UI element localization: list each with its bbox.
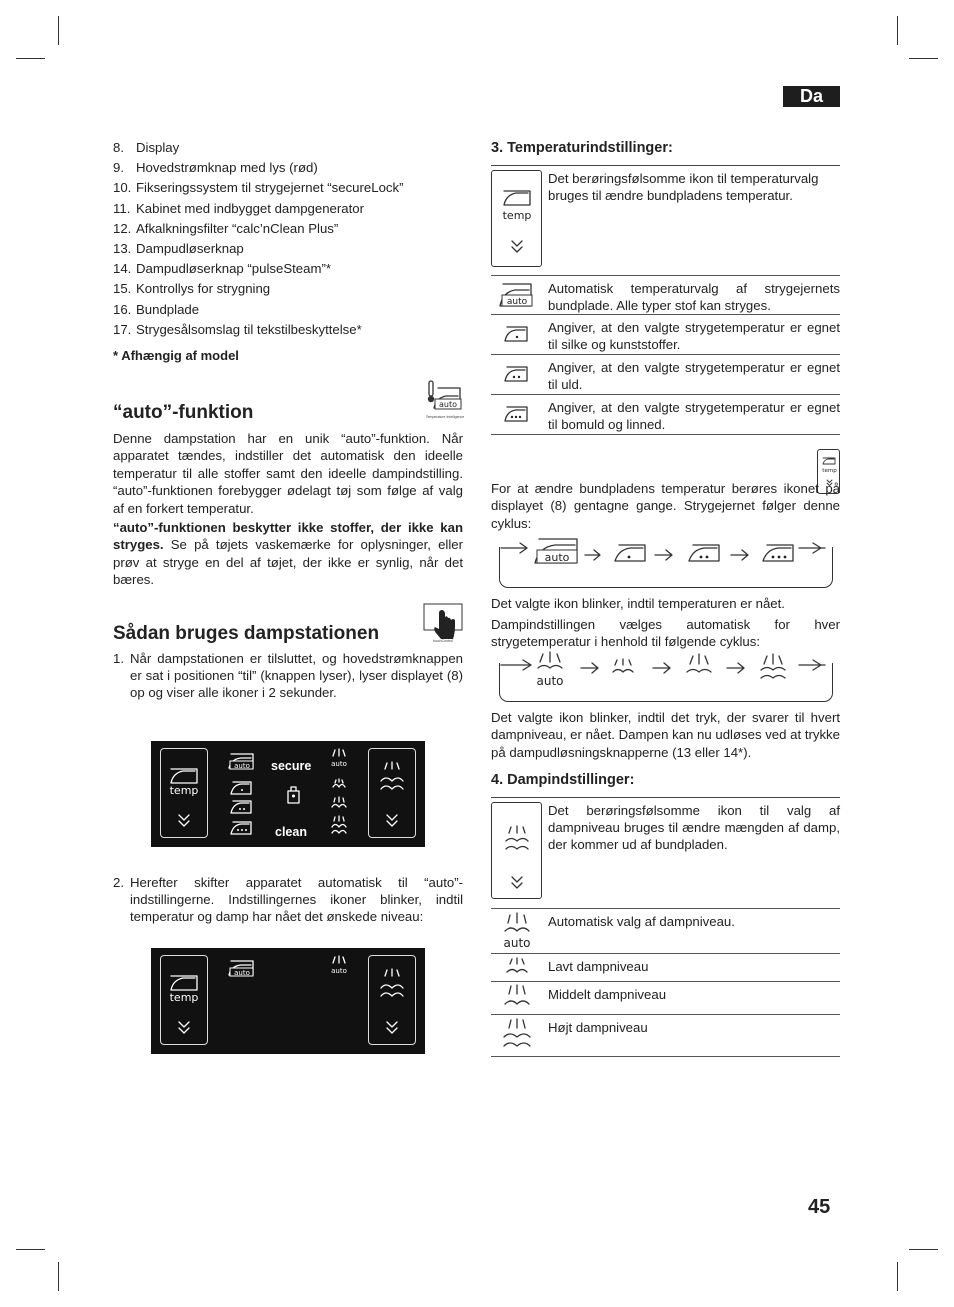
svg-text:temp: temp <box>169 784 199 797</box>
crop-mark <box>58 1262 59 1291</box>
crop-mark <box>897 1262 898 1291</box>
svg-text:auto: auto <box>234 969 250 977</box>
table-row: Højt dampniveau <box>491 1015 840 1057</box>
steam-mid-icon <box>491 982 543 1019</box>
steam-blink-note: Det valgte ikon blinker, indtil det tryk, der svarer til hvert dampniveau, er nået. Dampen kan nu udløses ved at trykke på dampudløsningsknapperne (13 eller 14*). <box>491 710 840 760</box>
list-item: 14. Dampudløserknap “pulseSteam”* <box>113 261 331 277</box>
lock-icon <box>284 783 304 807</box>
temp-blink-note: Det valgte ikon blinker, indtil temperaturen er nået. <box>491 596 785 611</box>
steam-touch-button[interactable] <box>368 748 416 838</box>
steam-cycle-intro: Dampindstillingen vælges automatisk for hver strygetemperatur i henhold til følgende cyklus: <box>491 617 840 650</box>
svg-text:auto: auto <box>331 967 347 975</box>
svg-text:temp: temp <box>502 209 532 222</box>
temperature-table <box>491 165 840 435</box>
steam-touch-button[interactable] <box>368 955 416 1045</box>
temperature-heading: 3. Temperaturindstillinger: <box>491 140 673 156</box>
steam-icon-column <box>327 747 351 843</box>
list-item: 12. Afkalkningsfilter “calc’nClean Plus” <box>113 220 339 236</box>
usage-section-heading: Sådan bruges dampstationen <box>113 623 380 644</box>
iron-2-dot-icon <box>491 355 543 399</box>
iron-3-dot-icon <box>491 395 543 439</box>
crop-mark <box>909 58 938 59</box>
crop-mark <box>58 16 59 45</box>
list-item: 16. Bundplade <box>113 301 200 317</box>
svg-text:auto: auto <box>438 400 458 409</box>
list-item: 11. Kabinet med indbygget dampgenerator <box>113 200 365 216</box>
list-item: 17. Strygesålsomslag til tekstilbeskyttelse* <box>113 321 362 337</box>
temp-touch-button[interactable] <box>160 748 208 838</box>
table-row: auto Automatisk valg af dampniveau. <box>491 909 840 954</box>
svg-text:temp: temp <box>822 468 837 474</box>
svg-text:auto: auto <box>503 936 531 950</box>
steam-touch-icon[interactable] <box>491 802 542 899</box>
crop-mark <box>16 58 45 59</box>
svg-text:auto: auto <box>331 760 347 768</box>
table-row: auto Automatisk temperaturvalg af strygejernets bundplade. Alle typer stof kan stryges. <box>491 276 840 315</box>
table-row: Angiver, at den valgte strygetemperatur er egnet til silke og kunststoffer. <box>491 315 840 355</box>
step-1: 1. Når dampstationen er tilsluttet, og hovedstrømknappen er sat i positionen “til” (knappen lyser), lyser displayet (8) op og viser alle ikoner i 2 sekunder. <box>113 651 463 701</box>
list-item: 13. Dampudløserknap <box>113 240 244 256</box>
crop-mark <box>909 1249 938 1250</box>
parts-list <box>113 138 473 340</box>
steam-heading: 4. Dampindstillinger: <box>491 772 635 788</box>
temp-cycle-intro: For at ændre bundpladens temperatur berøres ikonet på displayet (8) gentagne gange. Strygejernet følger denne cyklus: <box>491 481 840 531</box>
auto-paragraph: Denne dampstation har en unik “auto”-funktion. Når apparatet tændes, indstiller det automatisk den ideelle temperatur til alle stoffer samt den ideelle dampindstilling. “auto”-funktionen forebygger ødelagt tøj som følge af valg af en forkert temperatur. <box>113 431 463 516</box>
table-row: Det berøringsfølsomme ikon til valg af dampniveau bruges til ændre mængden af damp, der kommer ud af bundpladen. <box>491 798 840 909</box>
list-item: 9. Hovedstrømknap med lys (rød) <box>113 160 318 176</box>
table-row: Angiver, at den valgte strygetemperatur er egnet til bomuld og linned. <box>491 395 840 435</box>
iron-auto-icon <box>225 957 259 979</box>
step-2: 2. Herefter skifter apparatet automatisk til “auto”-indstillingerne. Indstillingernes ikoner blinker, indtil temperatur og damp har nået det ønskede niveau: <box>113 875 463 925</box>
steam-table <box>491 797 840 1057</box>
page-number: 45 <box>808 1196 831 1218</box>
table-row: temp Det berøringsfølsomme ikon til temperaturvalg bruges til ændre bundpladens temperatur. <box>491 166 840 276</box>
auto-warning: “auto”-funktionen beskytter ikke stoffer, der ikke kan stryges. Se på tøjets vaskemærke for oplysninger, eller prøv at stryge en del af tøjet, der ikke er synlig, når det bæres. <box>113 520 463 588</box>
crop-mark <box>897 16 898 45</box>
iron-1-dot-icon <box>491 315 543 359</box>
crop-mark <box>16 1249 45 1250</box>
svg-text:temp: temp <box>169 991 199 1004</box>
display-panel-auto <box>151 948 425 1054</box>
svg-text:auto: auto <box>544 551 570 564</box>
steam-auto-icon <box>491 909 543 958</box>
svg-text:Temperature Intelligence: Temperature Intelligence <box>425 415 465 419</box>
list-item: 10. Fikseringssystem til strygejernet “secureLock” <box>113 180 404 196</box>
language-badge: Da <box>783 86 840 107</box>
iron-auto-icon <box>491 276 543 319</box>
auto-section-heading: “auto”-funktion <box>113 402 254 423</box>
secure-label: secure <box>271 759 312 773</box>
model-note: * Afhængig af model <box>113 348 239 363</box>
steam-cycle-icons <box>495 650 840 690</box>
temp-touch-icon[interactable] <box>491 170 542 267</box>
table-row: Lavt dampniveau <box>491 954 840 982</box>
touch-control-icon <box>423 603 463 643</box>
display-panel-all-icons <box>151 741 425 847</box>
temp-touch-button[interactable] <box>160 955 208 1045</box>
iron-icon-column <box>225 750 259 842</box>
table-row: Angiver, at den valgte strygetemperatur er egnet til uld. <box>491 355 840 395</box>
svg-text:auto: auto <box>234 762 250 770</box>
table-row: Middelt dampniveau <box>491 982 840 1015</box>
temperature-cycle-icons <box>495 533 840 573</box>
steam-high-icon <box>491 1015 543 1061</box>
svg-text:auto: auto <box>536 674 564 688</box>
temperature-intelligence-icon <box>426 380 464 420</box>
list-item: 8. Display <box>113 140 180 155</box>
clean-label: clean <box>275 825 307 839</box>
svg-text:auto: auto <box>506 297 528 307</box>
svg-text:touchControl: touchControl <box>433 639 453 643</box>
steam-auto-icon <box>327 954 351 978</box>
list-item: 15. Kontrollys for strygning <box>113 281 271 297</box>
